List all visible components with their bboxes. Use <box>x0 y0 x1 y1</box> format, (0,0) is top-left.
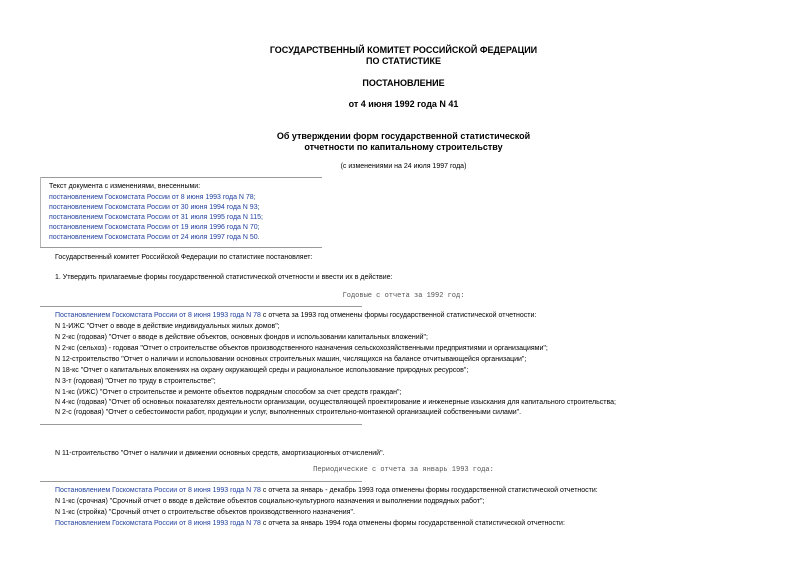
document-title-line1: Об утверждении форм государственной статистической <box>276 131 531 141</box>
annual-form-2s: N 2-с (годовая) "Отчет о себестоимости работ, продукции и услуг, выполненных строительно-монтажной организацией собственными силами". <box>55 409 522 416</box>
amendment-link-1996[interactable]: постановлением Госкомстата России от 19 июля 1996 года N 70; <box>49 224 260 231</box>
annual-form-3t: N 3-т (годовая) "Отчет по труду в строительстве"; <box>55 378 216 385</box>
periodic-form-1ks-stroika: N 1-кс (стройка) "Срочный отчет о строительстве объектов производственного назначения". <box>55 509 355 516</box>
amendment-link-1995[interactable]: постановлением Госкомстата России от 31 июля 1995 года N 115; <box>49 214 263 221</box>
agency-name-line1: ГОСУДАРСТВЕННЫЙ КОМИТЕТ РОССИЙСКОЙ ФЕДЕРАЦИИ <box>269 45 538 55</box>
periodic-note-rule <box>40 481 362 482</box>
periodic-cancel-link-2[interactable]: Постановлением Госкомстата России от 8 июня 1993 года N 78 <box>55 520 261 527</box>
agency-name-line2: ПО СТАТИСТИКЕ <box>366 56 441 66</box>
annual-note-rule <box>40 306 362 307</box>
changes-bottom-rule <box>40 247 322 248</box>
annual-form-1ks-ijs: N 1-кс (ИЖС) "Отчет о строительстве и ремонте объектов подрядным способом за счет средств граждан"; <box>55 389 402 396</box>
changes-side-rule <box>40 177 41 247</box>
annual-cancel-link[interactable]: Постановлением Госкомстата России от 8 июня 1993 года N 78 <box>55 312 261 319</box>
annual-bottom-rule <box>40 424 362 425</box>
annual-form-18ks: N 18-кс "Отчет о капитальных вложениях на охрану окружающей среды и рациональное использование природных ресурсов"; <box>55 367 469 374</box>
resolves-text: Государственный комитет Российской Федерации по статистике постановляет: <box>55 254 313 261</box>
periodic-forms-heading: Периодические с отчета за январь 1993 года: <box>313 466 494 474</box>
amendment-link-1993[interactable]: постановлением Госкомстата России от 8 июня 1993 года N 78; <box>49 194 256 201</box>
amendment-link-1994[interactable]: постановлением Госкомстата России от 30 июня 1994 года N 93; <box>49 204 260 211</box>
annual-cancel-text: с отчета за 1993 год отменены формы государственной статистической отчетности: <box>260 312 537 319</box>
document-date: от 4 июня 1992 года N 41 <box>348 99 459 109</box>
periodic-cancel-note-2 <box>55 519 565 528</box>
annual-cancel-note <box>55 311 536 320</box>
amendment-link-1997[interactable]: постановлением Госкомстата России от 24 июля 1997 года N 50. <box>49 234 260 241</box>
annual-form-2ks: N 2-кс (годовая) "Отчет о вводе в действие объектов, основных фондов и использовании капитальных вложений"; <box>55 334 428 341</box>
changes-top-rule <box>40 177 322 178</box>
periodic-cancel-text: с отчета за январь - декабрь 1993 года отменены формы государственной статистической отчетности: <box>260 487 598 494</box>
document-title-line2: отчетности по капитальному строительству <box>304 142 503 152</box>
item-1: 1. Утвердить прилагаемые формы государственной статистической отчетности и ввести их в действие: <box>55 274 393 281</box>
periodic-form-1ks-srochnaya: N 1-кс (срочная) "Срочный отчет о вводе в действие объектов социально-культурного назначения и выполнении подрядных работ"; <box>55 498 485 505</box>
annual-form-ijs: N 1-ИЖС "Отчет о вводе в действие индивидуальных жилых домов"; <box>55 323 280 330</box>
annual-form-12: N 12-строительство "Отчет о наличии и использовании основных строительных машин, числящихся на балансе отчитывающейся организации"; <box>55 356 527 363</box>
annual-forms-heading: Годовые с отчета за 1992 год: <box>342 292 465 300</box>
changes-intro: Текст документа с изменениями, внесенными: <box>49 183 201 190</box>
periodic-cancel-link[interactable]: Постановлением Госкомстата России от 8 июня 1993 года N 78 <box>55 487 261 494</box>
annual-form-2ks-selhoz: N 2-кс (сельхоз) - годовая "Отчет о строительстве объектов производственного назначения сельскохозяйственными предприятиями и организациями"; <box>55 345 548 352</box>
periodic-cancel-text-2: с отчета за январь 1994 года отменены формы государственной статистической отчетности: <box>260 520 565 527</box>
amendment-status: (с изменениями на 24 июля 1997 года) <box>340 163 467 170</box>
document-type: ПОСТАНОВЛЕНИЕ <box>362 78 445 88</box>
annual-form-4ks: N 4-кс (годовая) "Отчет об основных показателях деятельности организации, осуществляющей проектирование и инженерные изыскания для капитального строительства; <box>55 399 616 406</box>
periodic-cancel-note <box>55 486 598 495</box>
form-11-stroitelstvo: N 11-строительство "Отчет о наличии и движении основных средств, амортизационных отчислений". <box>55 450 385 457</box>
